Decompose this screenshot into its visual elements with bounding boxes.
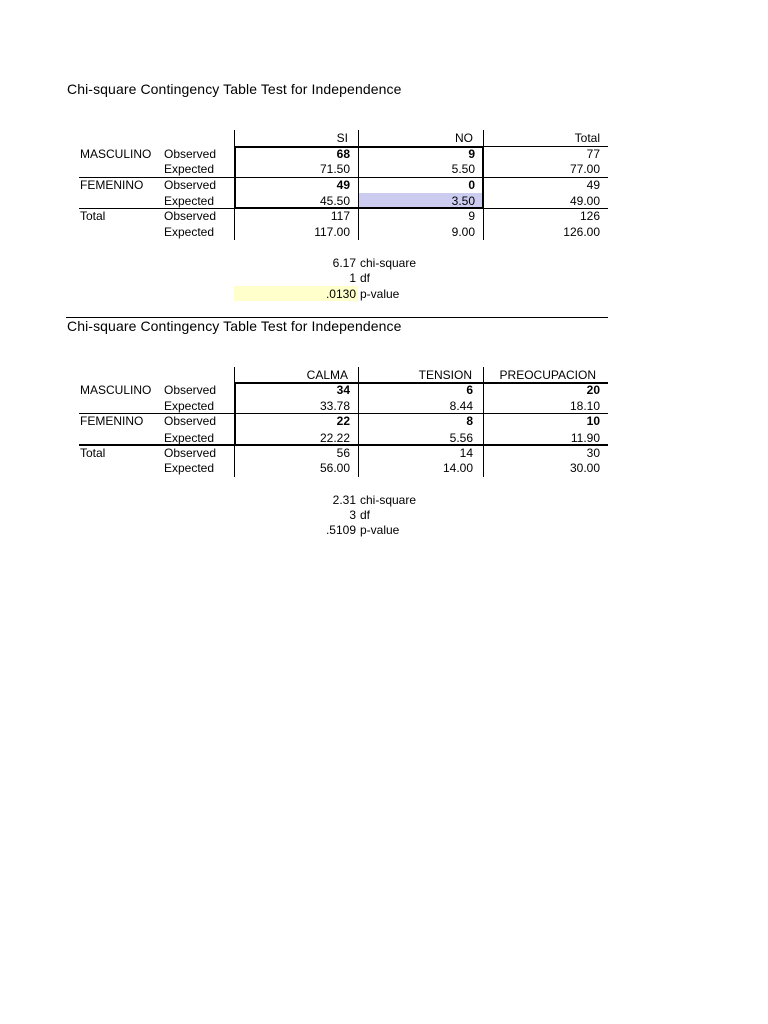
table1-box-left bbox=[234, 146, 236, 209]
table1-cell: 49 bbox=[586, 178, 600, 192]
table2-row-label: Observed bbox=[164, 383, 217, 397]
table2-row-label: Expected bbox=[164, 399, 215, 413]
table2-group-total: Total bbox=[80, 446, 106, 460]
table1-stat-value: 6.17 bbox=[332, 256, 356, 270]
table2-header-col2: TENSION bbox=[418, 368, 472, 382]
table1-header-col2: NO bbox=[455, 131, 473, 145]
table1-stat-label: p-value bbox=[360, 287, 400, 301]
table2-cell: 22 bbox=[336, 414, 350, 428]
table2-stat-label: p-value bbox=[360, 523, 400, 537]
table1-cell: 117.00 bbox=[314, 225, 350, 239]
table2-cell: 34 bbox=[336, 383, 350, 397]
table2-row-label: Expected bbox=[164, 431, 215, 445]
table1-cell: 77.00 bbox=[569, 162, 600, 176]
table1-group-total: Total bbox=[80, 209, 106, 223]
table1-row-label: Observed bbox=[164, 209, 217, 223]
table1-row-label: Expected bbox=[164, 162, 215, 176]
table1-row-label: Observed bbox=[164, 147, 217, 161]
table1-cell: 126.00 bbox=[563, 225, 600, 239]
table1-stat-value: 1 bbox=[349, 271, 356, 285]
table1-cell: 5.50 bbox=[451, 162, 475, 176]
table2-cell: 10 bbox=[586, 414, 600, 428]
table2-cell: 56.00 bbox=[319, 461, 350, 475]
table1-title: Chi-square Contingency Table Test for Independence bbox=[67, 81, 402, 97]
table2-row-label: Expected bbox=[164, 461, 215, 475]
table1-cell: 117 bbox=[330, 209, 350, 223]
table2-header-col1: CALMA bbox=[306, 368, 348, 382]
table1-cell: 9 bbox=[468, 209, 475, 223]
table1-row-label: Expected bbox=[164, 225, 215, 239]
table2-cell: 30.00 bbox=[569, 461, 600, 475]
table1-cell: 0 bbox=[468, 178, 475, 192]
table2-cell: 14 bbox=[459, 446, 473, 460]
table1-group-masculino: MASCULINO bbox=[80, 147, 152, 161]
table1-stat-label: chi-square bbox=[360, 256, 417, 270]
table2-cell: 33.78 bbox=[319, 399, 350, 413]
table1-cell: 77 bbox=[586, 147, 600, 161]
table1-cell: 3.50 bbox=[451, 194, 475, 208]
table2-cell: 22.22 bbox=[319, 431, 350, 445]
table1-header-col3: Total bbox=[574, 131, 600, 145]
table1-row-label: Observed bbox=[164, 178, 217, 192]
table2-group-masculino: MASCULINO bbox=[80, 383, 152, 397]
table2-cell: 8.44 bbox=[449, 399, 473, 413]
table1-group-femenino: FEMENINO bbox=[80, 178, 144, 192]
table2-cell: 30 bbox=[586, 446, 600, 460]
table2-header-col3: PREOCUPACION bbox=[499, 368, 596, 382]
table2-row-label: Observed bbox=[164, 414, 217, 428]
table1-cell: 9 bbox=[468, 147, 475, 161]
table2-cell: 6 bbox=[466, 383, 473, 397]
table1-cell: 49 bbox=[336, 178, 350, 192]
table2-box-left bbox=[234, 382, 236, 446]
table2-group-femenino: FEMENINO bbox=[80, 414, 144, 428]
table1-header-col1: SI bbox=[336, 131, 348, 145]
table2-cell: 11.90 bbox=[570, 431, 600, 445]
table1-cell: 126 bbox=[579, 209, 600, 223]
table1-stat-value: .0130 bbox=[325, 287, 356, 301]
table2-stat-label: df bbox=[360, 508, 371, 522]
table2-cell: 8 bbox=[466, 414, 473, 428]
table2-stat-value: .5109 bbox=[325, 523, 356, 537]
table2-cell: 14.00 bbox=[442, 461, 473, 475]
table1-stat-label: df bbox=[360, 271, 371, 285]
table2-cell: 56 bbox=[336, 446, 350, 460]
table2-title: Chi-square Contingency Table Test for Independence bbox=[67, 318, 402, 334]
table1-row-label: Expected bbox=[164, 194, 215, 208]
table2-cell: 20 bbox=[586, 383, 600, 397]
table2-stat-value: 2.31 bbox=[332, 493, 356, 507]
table2-row-label: Observed bbox=[164, 446, 217, 460]
table1-cell: 9.00 bbox=[451, 225, 475, 239]
table1-box-right bbox=[482, 146, 484, 209]
table2-cell: 5.56 bbox=[449, 431, 473, 445]
table1-cell: 68 bbox=[336, 147, 350, 161]
table2-cell: 18.10 bbox=[569, 399, 600, 413]
table2-stat-label: chi-square bbox=[360, 493, 417, 507]
table2-stat-value: 3 bbox=[349, 508, 356, 522]
table1-cell: 49.00 bbox=[569, 194, 600, 208]
table1-cell: 71.50 bbox=[319, 162, 350, 176]
table1-cell: 45.50 bbox=[319, 194, 350, 208]
